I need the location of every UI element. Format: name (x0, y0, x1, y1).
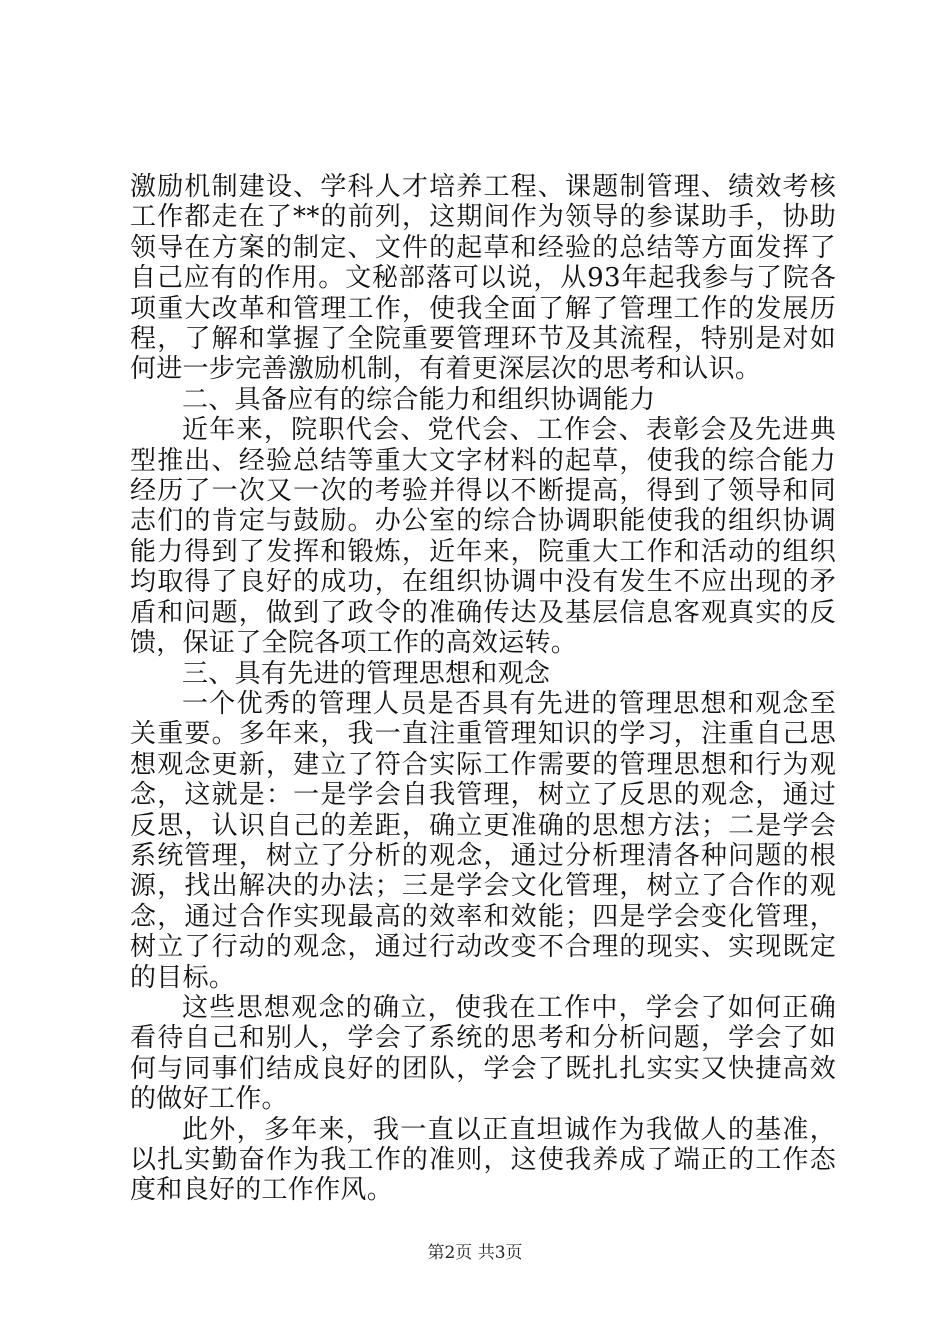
paragraph-section-3: 一个优秀的管理人员是否具有先进的管理思想和观念至关重要。多年来，我一直注重管理知识的学习，注重自己思想观念更新，建立了符合实际工作需要的管理思想和行为观念，这就是：一是学会自我管理，树立了反思的观念，通过反思，认识自己的差距，确立更准确的思想方法；二是学会系统管理，树立了分析的观念，通过分析理清各种问题的根源，找出解决的办法；三是学会文化管理，树立了合作的观念，通过合作实现最高的效率和效能；四是学会变化管理，树立了行动的观念，通过行动改变不合理的现实、实现既定的目标。 (130, 688, 836, 993)
section-heading-3: 三、具有先进的管理思想和观念 (182, 658, 551, 689)
document-body (130, 172, 836, 1206)
section-heading-2: 二、具备应有的综合能力和组织协调能力 (182, 384, 656, 415)
paragraph-ideas: 这些思想观念的确立，使我在工作中，学会了如何正确看待自己和别人，学会了系统的思考和分析问题，学会了如何与同事们结成良好的团队，学会了既扎扎实实又快捷高效的做好工作。 (130, 992, 836, 1115)
paragraph-section-2: 近年来，院职代会、党代会、工作会、表彰会及先进典型推出、经验总结等重大文字材料的起草，使我的综合能力经历了一次又一次的考验并得以不断提高，得到了领导和同志们的肯定与鼓励。办公室的综合协调职能使我的组织协调能力得到了发挥和锻炼，近年来，院重大工作和活动的组织均取得了良好的成功，在组织协调中没有发生不应出现的矛盾和问题，做到了政令的准确传达及基层信息客观真实的反馈，保证了全院各项工作的高效运转。 (130, 415, 836, 659)
paragraph-continuation: 激励机制建设、学科人才培养工程、课题制管理、绩效考核工作都走在了**的前列，这期间作为领导的参谋助手，协助领导在方案的制定、文件的起草和经验的总结等方面发挥了自己应有的作用。文秘部落可以说，从93年起我参与了院各项重大改革和管理工作，使我全面了解了管理工作的发展历程，了解和掌握了全院重要管理环节及其流程，特别是对如何进一步完善激励机制，有着更深层次的思考和认识。 (130, 172, 836, 385)
page-number-footer: 第2页 共3页 (427, 1243, 523, 1263)
paragraph-conclusion: 此外，多年来，我一直以正直坦诚作为我做人的基准，以扎实勤奋作为我工作的准则，这使我养成了端正的工作态度和良好的工作作风。 (130, 1114, 836, 1206)
